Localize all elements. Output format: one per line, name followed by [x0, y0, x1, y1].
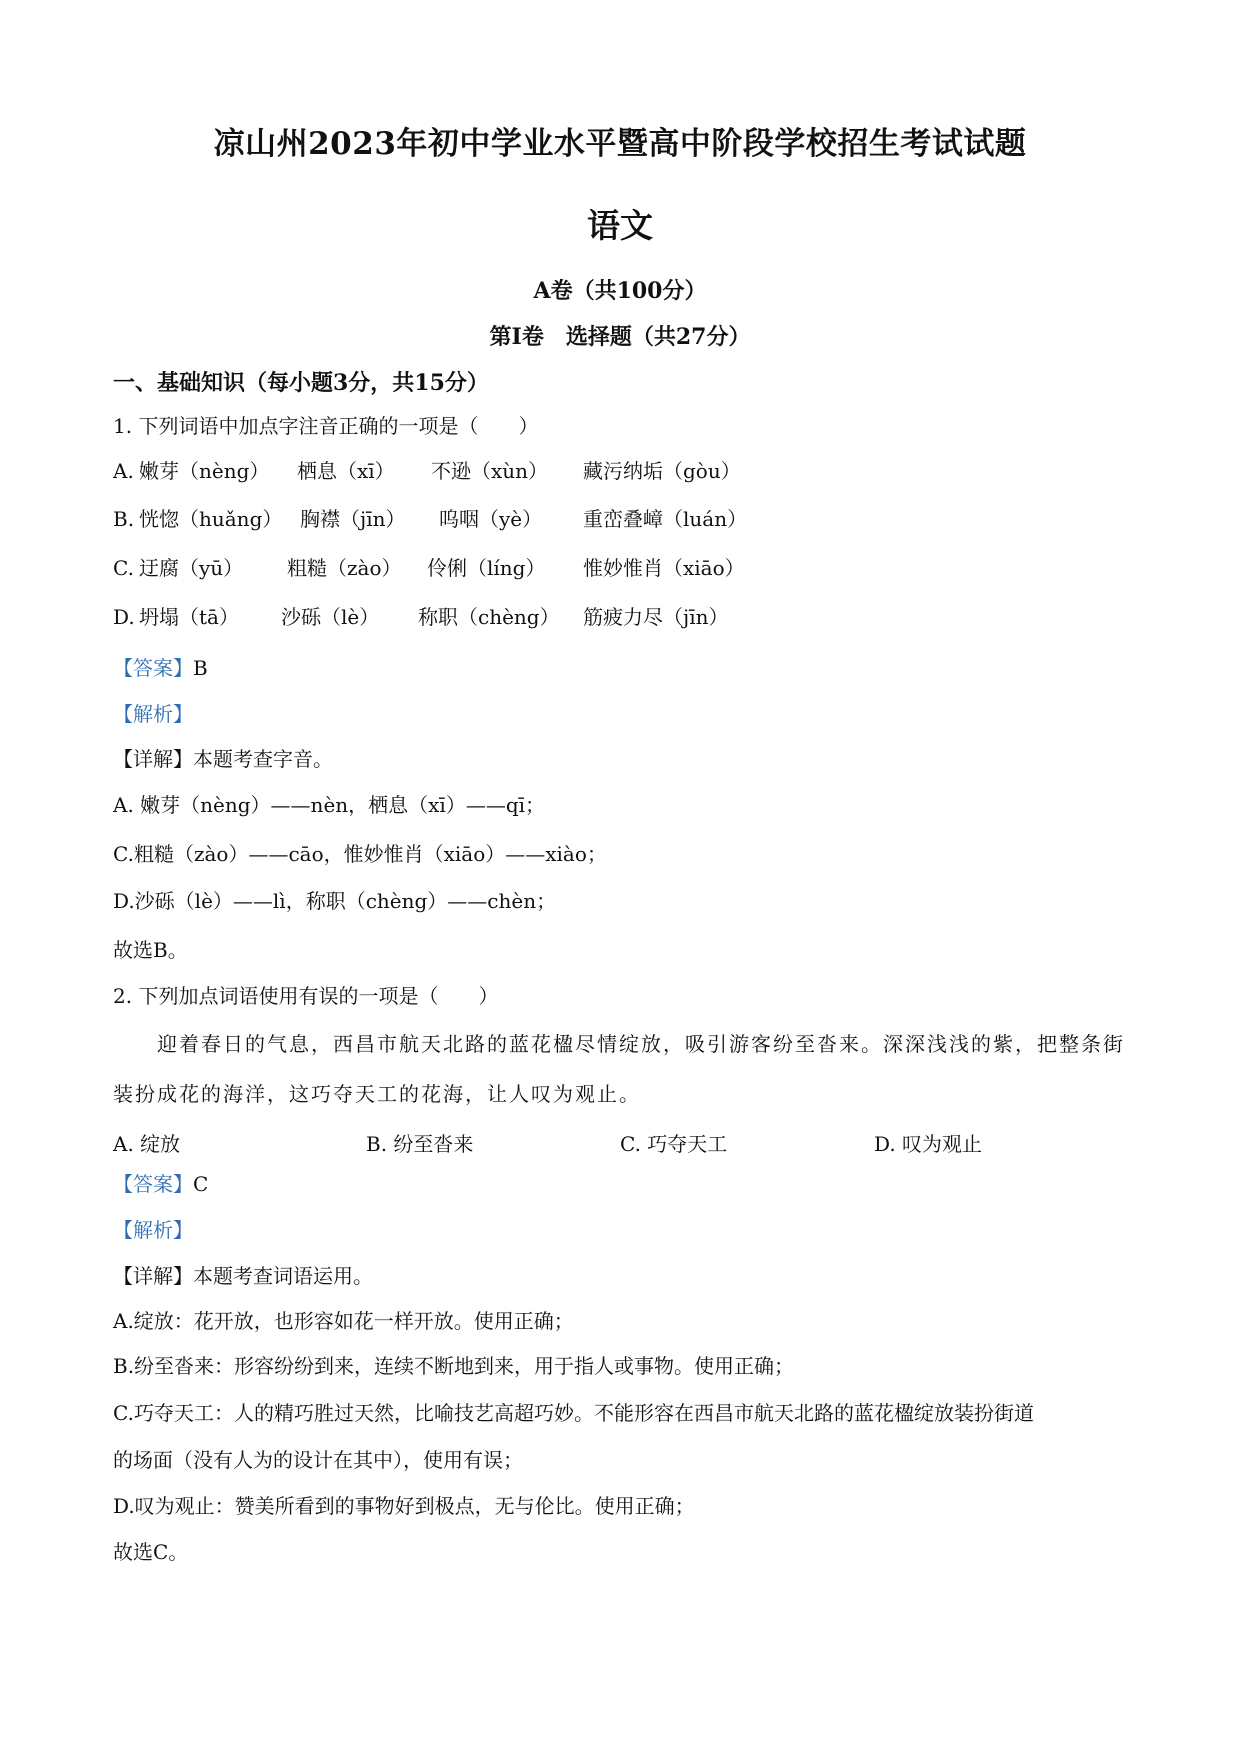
q1-option-item: 沙砾（lè） [281, 605, 380, 629]
q1-detail-line: A. 嫩芽（nèng）——nèn，栖息（xī）——qī； [113, 793, 546, 817]
section-one-heading: 一、基础知识（每小题3分，共15分） [113, 370, 489, 396]
q1-option-item: 藏污纳垢（gòu） [583, 459, 741, 483]
q2-option-b: B. 纷至沓来 [366, 1132, 474, 1156]
q2-stem: 2. 下列加点词语使用有误的一项是（ ） [113, 984, 499, 1008]
q1-detail-line: 【详解】本题考查字音。 [113, 747, 333, 771]
q1-option-item: 坍塌（tā） [139, 605, 239, 629]
q1-option-label: B. [113, 507, 135, 531]
q2-option-d: D. 叹为观止 [874, 1132, 983, 1156]
subject-title: 语文 [587, 206, 653, 245]
part-one-heading: 第Ⅰ卷 选择题（共27分） [489, 324, 751, 350]
q1-stem: 1. 下列词语中加点字注音正确的一项是（ ） [113, 414, 539, 438]
q1-option-item: 胸襟（jīn） [300, 507, 406, 531]
q2-analysis-tag: 【解析】 [113, 1218, 193, 1242]
q1-option-item: 不逊（xùn） [431, 459, 549, 483]
q2-answer [113, 1170, 208, 1198]
q2-option-a: A. 绽放 [113, 1132, 181, 1156]
q1-option-item: 恍惚（huǎng） [139, 507, 283, 531]
q1-option-item: 嫩芽（nèng） [139, 459, 270, 483]
q2-option-c: C. 巧夺天工 [620, 1132, 728, 1156]
q1-option-item: 栖息（xī） [297, 459, 395, 483]
q1-detail-line: 故选B。 [113, 938, 188, 962]
q2-detail-line: 【详解】本题考查词语运用。 [113, 1264, 373, 1288]
q2-detail-line: B.纷至沓来：形容纷纷到来，连续不断地到来，用于指人或事物。使用正确； [113, 1354, 795, 1378]
answer-tag: 【答案】 [113, 1172, 193, 1196]
q1-option-item: 伶俐（líng） [427, 556, 546, 580]
answer-value: C [193, 1172, 209, 1196]
q2-detail-line: D.叹为观止：赞美所看到的事物好到极点，无与伦比。使用正确； [113, 1494, 695, 1518]
q1-detail-line: C.粗糙（zào）——cāo，惟妙惟肖（xiāo）——xiào； [113, 842, 607, 866]
q1-option-item: 迂腐（yū） [139, 556, 244, 580]
q1-analysis-tag: 【解析】 [113, 702, 193, 726]
exam-title: 凉山州2023年初中学业水平暨高中阶段学校招生考试试题 [213, 126, 1027, 162]
answer-tag: 【答案】 [113, 656, 193, 680]
q1-option-item: 粗糙（zào） [287, 556, 402, 580]
q2-detail-line: A.绽放：花开放，也形容如花一样开放。使用正确； [113, 1309, 574, 1333]
q1-option-item: 筋疲力尽（jīn） [583, 605, 729, 629]
q1-option-item: 惟妙惟肖（xiāo） [583, 556, 745, 580]
q1-option-label: C. [113, 556, 134, 580]
q1-option-item: 重峦叠嶂（luán） [583, 507, 748, 531]
q2-passage-line: 迎着春日的气息，西昌市航天北路的蓝花楹尽情绽放，吸引游客纷至沓来。深深浅浅的紫，把整条街 [157, 1032, 1125, 1056]
q2-detail-line: 的场面（没有人为的设计在其中），使用有误； [113, 1448, 523, 1472]
q1-option-item: 称职（chèng） [418, 605, 560, 629]
answer-value: B [193, 656, 208, 680]
q1-answer [113, 654, 208, 682]
q2-detail-line: C.巧夺天工：人的精巧胜过天然，比喻技艺高超巧妙。不能形容在西昌市航天北路的蓝花楹绽放装扮街道 [113, 1401, 1034, 1425]
q2-passage-line: 装扮成花的海洋，这巧夺天工的花海，让人叹为观止。 [113, 1082, 641, 1106]
q1-option-label: A. [113, 459, 134, 483]
q1-option-label: D. [113, 605, 135, 629]
q2-detail-line: 故选C。 [113, 1540, 189, 1564]
q1-detail-line: D.沙砾（lè）——lì，称职（chèng）——chèn； [113, 889, 557, 913]
paper-a-heading: A卷（共100分） [533, 278, 707, 304]
q1-option-item: 呜咽（yè） [439, 507, 543, 531]
